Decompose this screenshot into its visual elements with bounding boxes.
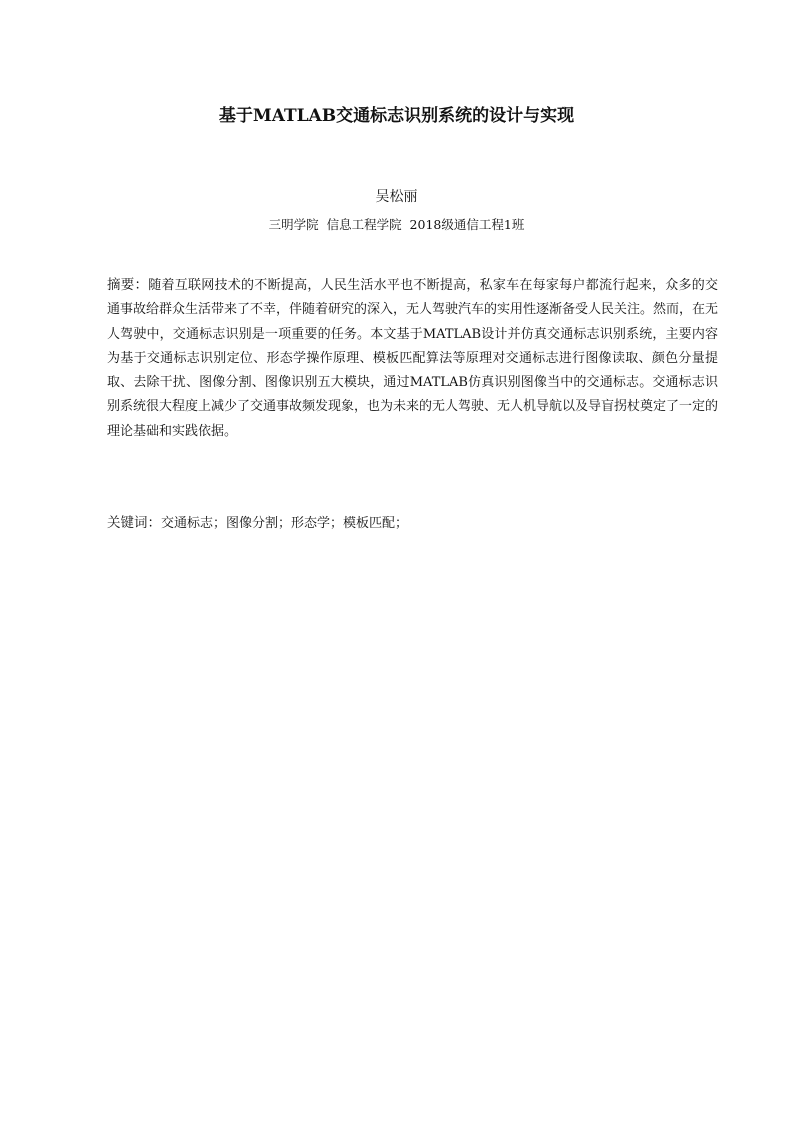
keywords-paragraph	[107, 512, 718, 535]
abstract-paragraph	[107, 273, 718, 444]
author-name: 吴松丽	[375, 189, 418, 205]
keywords-label: 关键词：	[107, 515, 161, 531]
author-affiliation: 三明学院 信息工程学院 2018级通信工程1班	[268, 217, 525, 232]
keywords-text: 交通标志；图像分割；形态学；模板匹配；	[161, 516, 409, 531]
abstract-label: 摘要：	[107, 277, 149, 293]
abstract-text: 随着互联网技术的不断提高，人民生活水平也不断提高，私家车在每家每户都流行起来，众多的交通事故给群众生活带来了不幸，伴随着研究的深入，无人驾驶汽车的实用性逐渐备受人民关注。然而，在无人驾驶中，交通标志识别是一项重要的任务。本文基于MATLAB设计并仿真交通标志识别系统，主要内容为基于交通标志识别定位、形态学操作原理、模板匹配算法等原理对交通标志进行图像读取、颜色分量提取、去除干扰、图像分割、图像识别五大模块，通过MATLAB仿真识别图像当中的交通标志。交通标志识别系统很大程度上减少了交通事故频发现象，也为未来的无人驾驶、无人机导航以及导盲拐杖奠定了一定的理论基础和实践依据。	[107, 278, 719, 439]
paper-title: 基于MATLAB交通标志识别系统的设计与实现	[218, 106, 575, 126]
